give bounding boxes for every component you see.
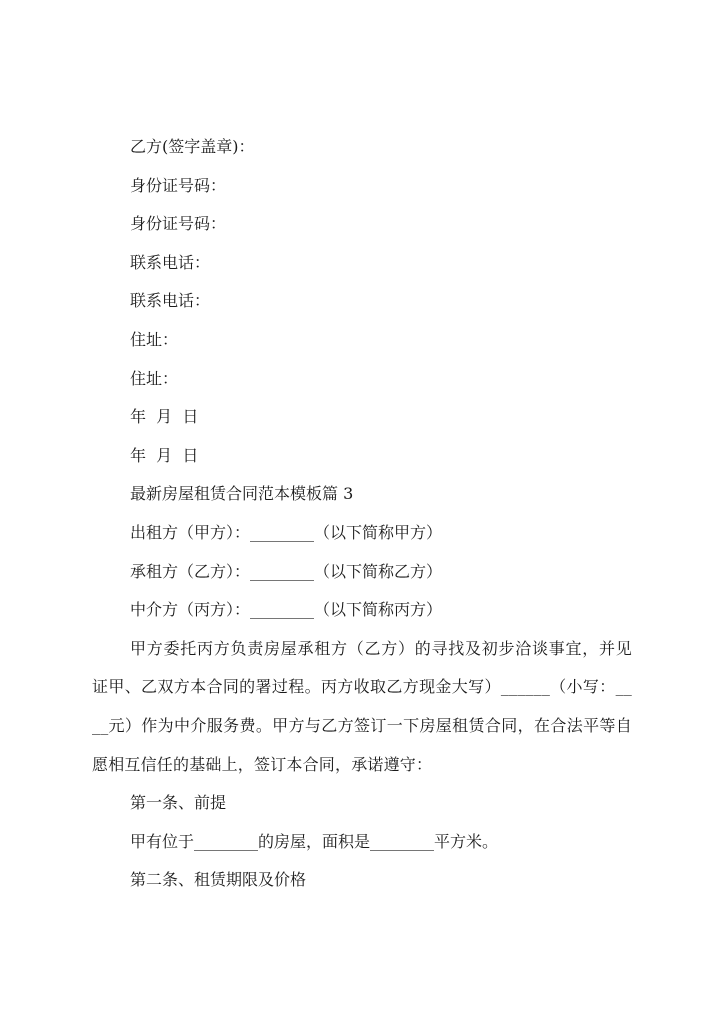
id-number-line: 身份证号码： (130, 214, 227, 234)
date-line: 年 月 日 (130, 445, 199, 465)
address-line: 住址： (130, 368, 179, 388)
article-one-heading: 第一条、前提 (130, 793, 227, 813)
lessor-line: 出租方（甲方）：________（以下简称甲方） (130, 522, 443, 542)
article-two-heading: 第二条、租赁期限及价格 (130, 870, 307, 890)
agent-line: 中介方（丙方）：________（以下简称丙方） (130, 600, 443, 620)
address-line: 住址： (130, 329, 179, 349)
agency-paragraph: 甲方委托丙方负责房屋承租方（乙方）的寻找及初步洽谈事宜，并见证甲、乙双方本合同的署过程。丙方收取乙方现金大写）______（小写：____元）作为中介服务费。甲方与乙方签订一下房屋租赁合同，在合法平等自愿相互信任的基础上，签订本合同，承诺遵守： (92, 638, 632, 774)
phone-line: 联系电话： (130, 291, 211, 311)
document-body (92, 128, 632, 900)
lessee-line: 承租方（乙方）：________（以下简称乙方） (130, 561, 443, 581)
id-number-line: 身份证号码： (130, 175, 227, 195)
party-b-signature-line: 乙方(签字盖章)： (130, 137, 255, 156)
property-line: 甲有位于________的房屋，面积是________平方米。 (130, 831, 499, 851)
section-title: 最新房屋租赁合同范本模板篇 3 (130, 484, 354, 504)
phone-line: 联系电话： (130, 252, 211, 272)
date-line: 年 月 日 (130, 407, 199, 427)
